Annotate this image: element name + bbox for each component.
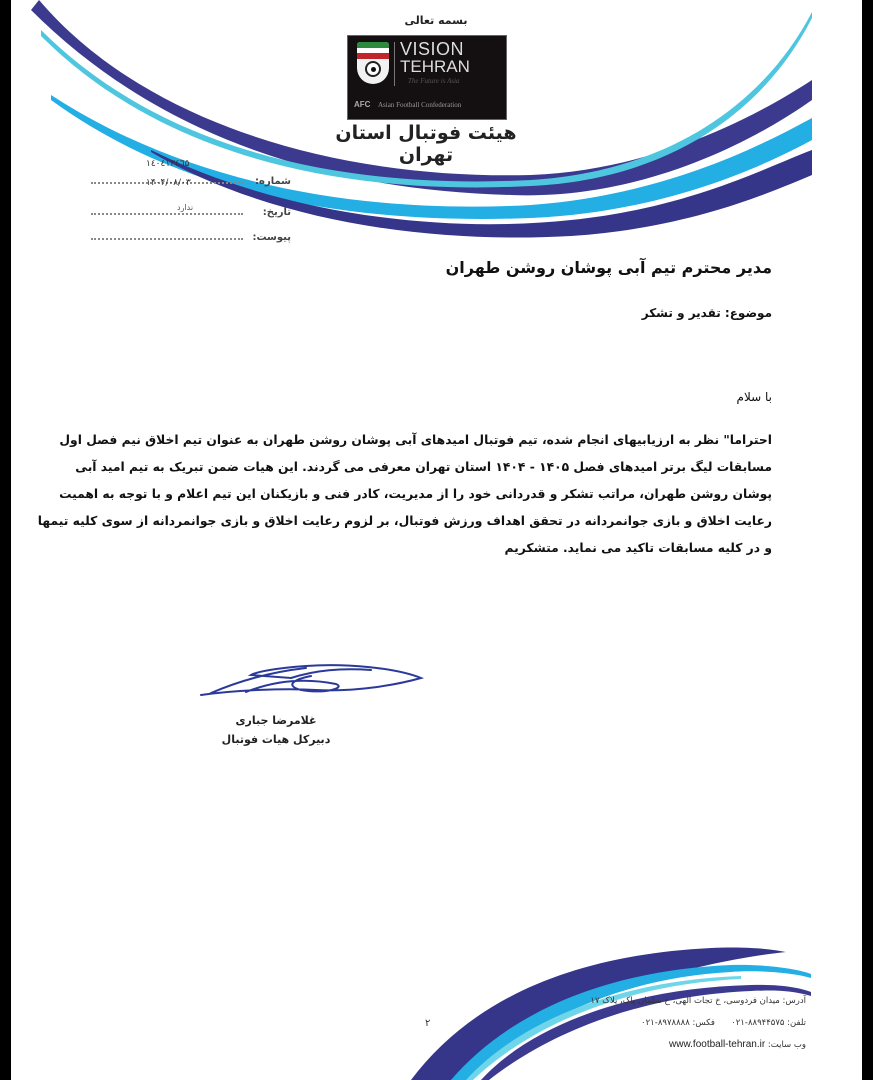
afc-mark: AFC — [354, 100, 371, 109]
body-line: و در کلیه مسابقات تاکید می نماید. متشکریم — [504, 541, 772, 555]
vision-tehran-logo — [347, 35, 507, 120]
footer-phone: تلفن: ۸۸۹۴۴۵۷۵-۰۲۱ — [731, 1018, 806, 1028]
body-line: احتراما" نظر به ارزیابیهای انجام شده، تیم فوتبال امیدهای آبی پوشان روشن طهران به عنوان تیم اخلاق نیم فصل اول — [59, 433, 772, 447]
footer-website-line — [536, 1034, 806, 1056]
meta-number-row — [91, 159, 291, 189]
page-number: ۲ — [425, 1018, 431, 1029]
logo-tagline: The Future is Asia — [408, 77, 460, 85]
body-line: پوشان روشن طهران، مراتب تشکر و قدردانی خود را از مدیریت، کادر فنی و بازیکنان این تیم اعلام و با توجه به اهمیت — [59, 487, 772, 501]
logo-line-tehran: TEHRAN — [400, 57, 470, 76]
signer-block — [221, 711, 331, 749]
date-note: ندارد — [177, 203, 194, 212]
footer-contact — [536, 990, 806, 1056]
date-label: تاریخ: — [262, 207, 291, 218]
website-label: وب سایت: — [767, 1040, 806, 1050]
handwritten-signature — [196, 660, 436, 705]
meta-attachment-row — [91, 225, 291, 245]
number-value: ۱٤۰٤۱۳٤٦۵ — [146, 159, 190, 169]
letter-page — [11, 0, 862, 1080]
greeting: با سلام — [736, 390, 772, 404]
bismillah-heading: بسمه تعالی — [404, 14, 468, 27]
recipient: مدیر محترم تیم آبی پوشان روشن طهران — [445, 258, 772, 277]
website-link[interactable]: www.football-tehran.ir — [669, 1039, 766, 1050]
date-value: ۱۴۰۴/۰۸/۰۳ — [146, 178, 191, 188]
footer-phone-fax — [536, 1012, 806, 1034]
body-line: رعایت اخلاق و بازی جوانمردانه در تحقق اهداف ورزش فوتبال، بر لزوم رعایت اخلاق و بازی جوانمردانه از سوی کلیه تیمها — [37, 514, 772, 528]
logo-line-vision: VISION — [400, 39, 465, 59]
footer-address: آدرس: میدان فردوسی، خ تجات الهی، خ سلمان پاک، پلاک ۱۷ — [590, 996, 806, 1006]
football-icon — [365, 61, 381, 77]
signer-name: غلامرضا جباری — [235, 714, 317, 727]
signer-title: دبیرکل هیات فوتبال — [221, 733, 331, 746]
subject: موضوع: تقدیر و تشکر — [641, 306, 772, 320]
footer-fax: فکس: ۸۹۷۸۸۸۸-۰۲۱ — [641, 1018, 715, 1028]
attachment-label: پیوست: — [252, 232, 291, 243]
letter-body — [37, 427, 772, 562]
afc-text: Asian Football Confederation — [378, 101, 462, 109]
number-label: شماره: — [255, 176, 291, 187]
body-line: مسابقات لیگ برتر امیدهای فصل ۱۴۰۵ - ۱۴۰۴ استان تهران معرفی می گردند. این هیات ضمن تبریک به تیم امید آبی — [75, 460, 772, 474]
organization-name: هیئت فوتبال استان تهران — [335, 122, 517, 166]
federation-crest-icon — [357, 42, 389, 84]
